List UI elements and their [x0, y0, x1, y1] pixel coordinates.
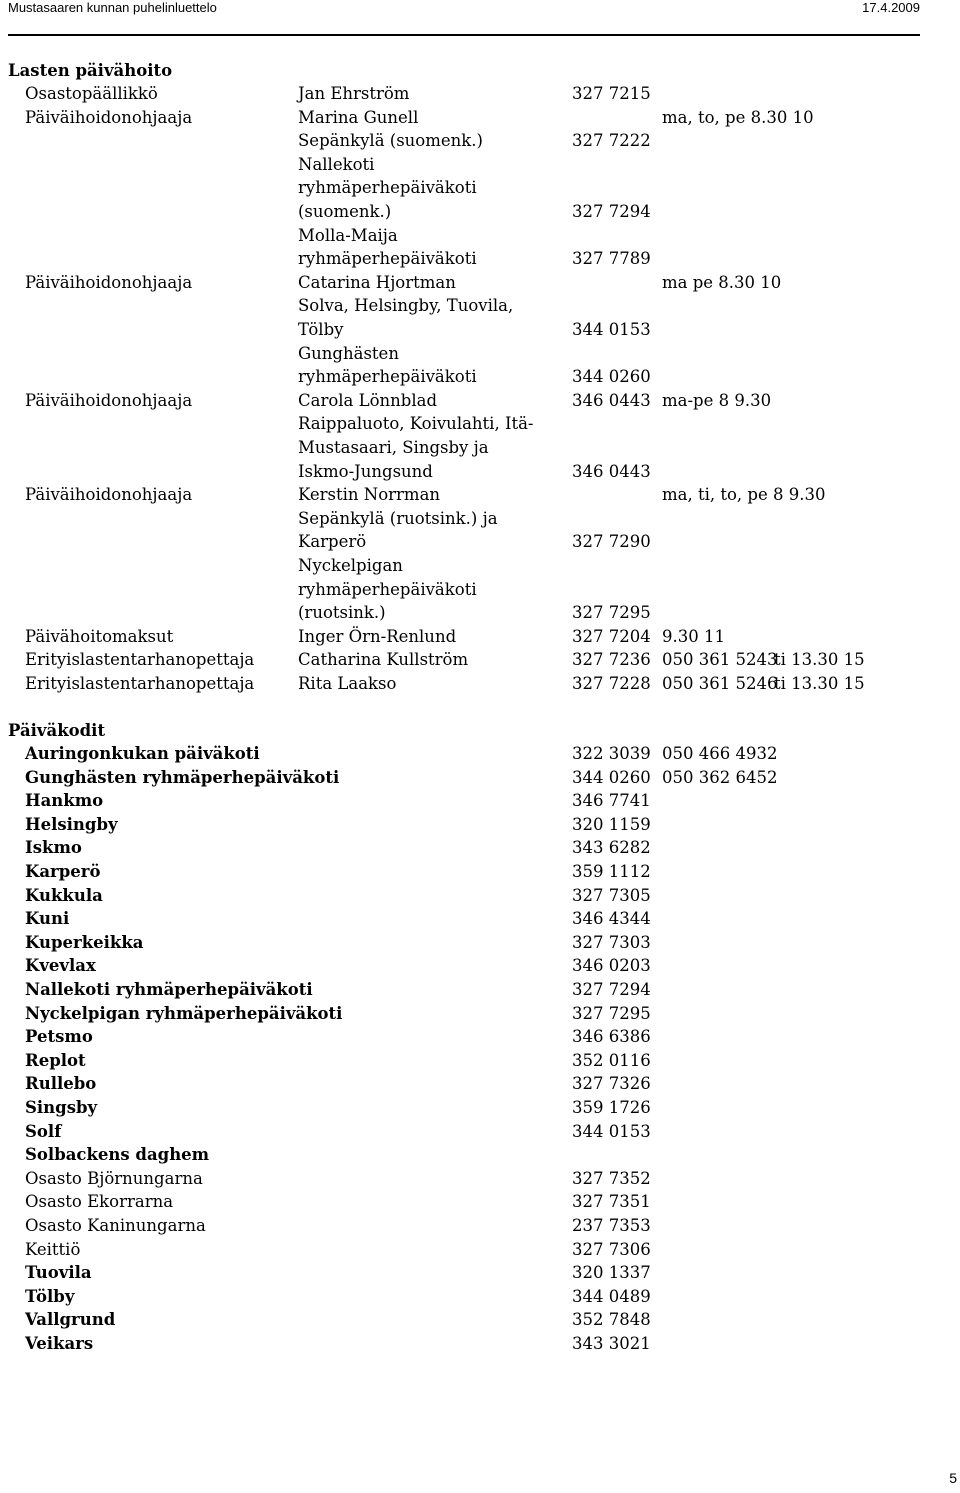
- list-item: [0, 862, 960, 886]
- table-row: [0, 108, 960, 132]
- phone-cell: 327 7228: [572, 674, 651, 693]
- table-row: [0, 485, 960, 509]
- name-cell: Molla-Maija: [298, 225, 398, 245]
- table-row: [0, 131, 960, 155]
- phone-cell: 344 0260: [572, 367, 651, 387]
- table-row: [0, 155, 960, 179]
- phone-cell: 327 7306: [572, 1239, 651, 1259]
- table-row: [0, 273, 960, 297]
- table-row: [0, 462, 960, 486]
- table-row: [0, 84, 960, 108]
- name-cell: ryhmäperhepäiväkoti: [298, 249, 477, 269]
- extra-cell: 050 361 5246: [662, 674, 778, 693]
- list-item: [0, 933, 960, 957]
- header-divider: [8, 34, 920, 36]
- extra-cell: ma, to, pe 8.30 10: [662, 107, 814, 127]
- table-row: [0, 296, 960, 320]
- table-row: [0, 580, 960, 604]
- daycare-name: Osasto Björnungarna: [25, 1168, 203, 1188]
- daycare-name: Karperö: [25, 862, 101, 881]
- daycare-name: Kuni: [25, 909, 70, 929]
- daycare-name: Kuperkeikka: [25, 932, 144, 952]
- mobile-cell: 050 362 6452: [662, 767, 778, 787]
- phone-cell: 346 6386: [572, 1027, 651, 1047]
- role-cell: Päiväihoidonohjaaja: [25, 272, 193, 292]
- extra-cell: 9.30 11: [662, 626, 725, 646]
- list-item: [0, 1098, 960, 1122]
- daycare-name: Helsingby: [25, 814, 118, 834]
- phone-cell: 320 1337: [572, 1263, 651, 1283]
- list-item: [0, 1145, 960, 1169]
- phone-cell: 352 7848: [572, 1310, 651, 1330]
- daycare-name: Gunghästen ryhmäperhepäiväkoti: [25, 767, 340, 787]
- extra-cell: ma, ti, to, pe 8 9.30: [662, 485, 826, 505]
- document-date: 17.4.2009: [862, 0, 920, 15]
- table-row: [0, 344, 960, 368]
- daycare-name: Hankmo: [25, 791, 104, 811]
- list-item: [0, 1240, 960, 1264]
- table-row: [0, 556, 960, 580]
- table-row: [0, 178, 960, 202]
- phone-cell: 327 7204: [572, 626, 651, 646]
- list-item: [0, 956, 960, 980]
- phone-cell: 344 0153: [572, 1121, 651, 1141]
- time-cell: ti 13.30 15: [774, 650, 865, 670]
- list-item: [0, 838, 960, 862]
- list-item: [0, 1287, 960, 1311]
- page-number: 5: [949, 1470, 957, 1486]
- daycare-name: Nyckelpigan ryhmäperhepäiväkoti: [25, 1003, 343, 1023]
- name-cell: Sepänkylä (ruotsink.) ja: [298, 508, 498, 528]
- name-cell: Solva, Helsingby, Tuovila,: [298, 296, 514, 316]
- name-cell: Rita Laakso: [298, 674, 397, 693]
- daycare-name: Replot: [25, 1050, 86, 1070]
- name-cell: Marina Gunell: [298, 107, 419, 127]
- list-item: [0, 1027, 960, 1051]
- phone-cell: 327 7294: [572, 202, 651, 221]
- name-cell: (suomenk.): [298, 202, 392, 221]
- daycare-name: Auringonkukan päiväkoti: [25, 744, 260, 763]
- list-item: [0, 909, 960, 933]
- name-cell: Gunghästen: [298, 343, 399, 363]
- list-item: [0, 815, 960, 839]
- role-cell: Osastopäällikkö: [25, 84, 158, 103]
- table-row: [0, 603, 960, 627]
- section-heading-lasten-paivahoito: Lasten päivähoito: [8, 61, 173, 80]
- name-cell: Catharina Kullström: [298, 650, 469, 670]
- phone-cell: 344 0153: [572, 320, 651, 339]
- table-row: [0, 202, 960, 226]
- phone-cell: 352 0116: [572, 1050, 651, 1070]
- daycare-name: Kvevlax: [25, 956, 96, 976]
- phone-cell: 327 7326: [572, 1074, 651, 1094]
- phone-cell: 344 0260: [572, 767, 651, 787]
- list-item: [0, 980, 960, 1004]
- phone-cell: 343 6282: [572, 838, 651, 858]
- phone-cell: 359 1726: [572, 1098, 651, 1117]
- phone-cell: 327 7236: [572, 650, 651, 670]
- phone-cell: 346 4344: [572, 909, 651, 929]
- role-cell: Päivähoitomaksut: [25, 626, 174, 646]
- table-row: [0, 320, 960, 344]
- name-cell: Nyckelpigan: [298, 556, 403, 575]
- list-item: [0, 1263, 960, 1287]
- phone-cell: 327 7303: [572, 932, 651, 952]
- daycare-name: Tölby: [25, 1286, 75, 1306]
- document-title: Mustasaaren kunnan puhelinluettelo: [8, 0, 217, 15]
- list-item: [0, 1216, 960, 1240]
- phone-cell: 327 7352: [572, 1168, 651, 1188]
- daycare-name: Petsmo: [25, 1027, 93, 1047]
- name-cell: Catarina Hjortman: [298, 272, 456, 292]
- list-item: [0, 1004, 960, 1028]
- name-cell: Tölby: [298, 320, 344, 339]
- phone-cell: 320 1159: [572, 814, 651, 834]
- daycare-name: Tuovila: [25, 1263, 92, 1283]
- phone-cell: 327 7351: [572, 1192, 651, 1212]
- role-cell: Erityislastentarhanopettaja: [25, 674, 255, 693]
- daycare-name: Osasto Ekorrarna: [25, 1192, 174, 1212]
- phone-cell: 327 7295: [572, 603, 651, 623]
- time-cell: ti 13.30 15: [774, 674, 865, 693]
- phone-cell: 327 7789: [572, 249, 651, 269]
- role-cell: Päiväihoidonohjaaja: [25, 107, 193, 127]
- extra-cell: 050 361 5243: [662, 650, 778, 670]
- list-item: [0, 886, 960, 910]
- name-cell: Mustasaari, Singsby ja: [298, 438, 489, 457]
- phone-cell: 327 7295: [572, 1003, 651, 1023]
- list-item: [0, 1051, 960, 1075]
- table-row: [0, 249, 960, 273]
- list-item: [0, 744, 960, 768]
- table-row: [0, 650, 960, 674]
- phone-cell: 344 0489: [572, 1286, 651, 1306]
- list-item: [0, 1169, 960, 1193]
- phone-cell: 327 7222: [572, 131, 651, 151]
- table-row: [0, 226, 960, 250]
- role-cell: Päiväihoidonohjaaja: [25, 485, 193, 505]
- name-cell: ryhmäperhepäiväkoti: [298, 579, 477, 599]
- table-row: [0, 509, 960, 533]
- table-row: [0, 627, 960, 651]
- daycare-name: Veikars: [25, 1334, 94, 1353]
- daycare-name: Solf: [25, 1121, 62, 1141]
- phone-cell: 237 7353: [572, 1216, 651, 1235]
- list-item: [0, 1074, 960, 1098]
- daycare-name: Rullebo: [25, 1074, 97, 1094]
- daycare-name: Solbackens daghem: [25, 1145, 210, 1165]
- page-header: [8, 0, 920, 36]
- phone-cell: 327 7215: [572, 84, 651, 103]
- name-cell: Kerstin Norrman: [298, 485, 441, 505]
- phone-cell: 327 7305: [572, 885, 651, 905]
- list-item: [0, 1192, 960, 1216]
- name-cell: Sepänkylä (suomenk.): [298, 131, 483, 151]
- daycare-name: Kukkula: [25, 885, 103, 905]
- table-row: [0, 367, 960, 391]
- role-cell: Päiväihoidonohjaaja: [25, 390, 193, 410]
- name-cell: Iskmo-Jungsund: [298, 461, 433, 481]
- name-cell: ryhmäperhepäiväkoti: [298, 178, 477, 198]
- phone-cell: 346 7741: [572, 791, 651, 811]
- table-row: [0, 391, 960, 415]
- extra-cell: ma pe 8.30 10: [662, 272, 782, 292]
- daycare-name: Singsby: [25, 1098, 98, 1117]
- list-item: [0, 1334, 960, 1358]
- daycare-name: Nallekoti ryhmäperhepäiväkoti: [25, 980, 313, 999]
- phone-cell: 346 0443: [572, 461, 651, 481]
- phone-cell: 346 0443: [572, 390, 651, 410]
- name-cell: Inger Örn-Renlund: [298, 626, 457, 646]
- name-cell: Jan Ehrström: [298, 84, 410, 103]
- table-row: [0, 414, 960, 438]
- name-cell: (ruotsink.): [298, 603, 386, 623]
- list-item: [0, 1122, 960, 1146]
- section-heading-paivakodit: Päiväkodit: [8, 721, 106, 740]
- list-item: [0, 768, 960, 792]
- name-cell: Raippaluoto, Koivulahti, Itä-: [298, 414, 534, 434]
- phone-cell: 327 7294: [572, 980, 651, 999]
- mobile-cell: 050 466 4932: [662, 744, 778, 763]
- name-cell: Karperö: [298, 532, 367, 552]
- name-cell: Nallekoti: [298, 154, 375, 174]
- extra-cell: ma-pe 8 9.30: [662, 390, 772, 410]
- name-cell: Carola Lönnblad: [298, 390, 438, 410]
- phone-cell: 346 0203: [572, 956, 651, 976]
- name-cell: ryhmäperhepäiväkoti: [298, 367, 477, 387]
- table-row: [0, 674, 960, 698]
- list-item: [0, 1310, 960, 1334]
- role-cell: Erityislastentarhanopettaja: [25, 650, 255, 670]
- phone-cell: 327 7290: [572, 532, 651, 552]
- daycare-name: Iskmo: [25, 838, 82, 858]
- daycare-name: Osasto Kaninungarna: [25, 1216, 206, 1235]
- table-row: [0, 532, 960, 556]
- daycare-name: Keittiö: [25, 1239, 81, 1259]
- phone-cell: 322 3039: [572, 744, 651, 763]
- daycare-name: Vallgrund: [25, 1310, 116, 1330]
- phone-cell: 343 3021: [572, 1334, 651, 1353]
- list-item: [0, 791, 960, 815]
- table-row: [0, 438, 960, 462]
- phone-cell: 359 1112: [572, 862, 651, 881]
